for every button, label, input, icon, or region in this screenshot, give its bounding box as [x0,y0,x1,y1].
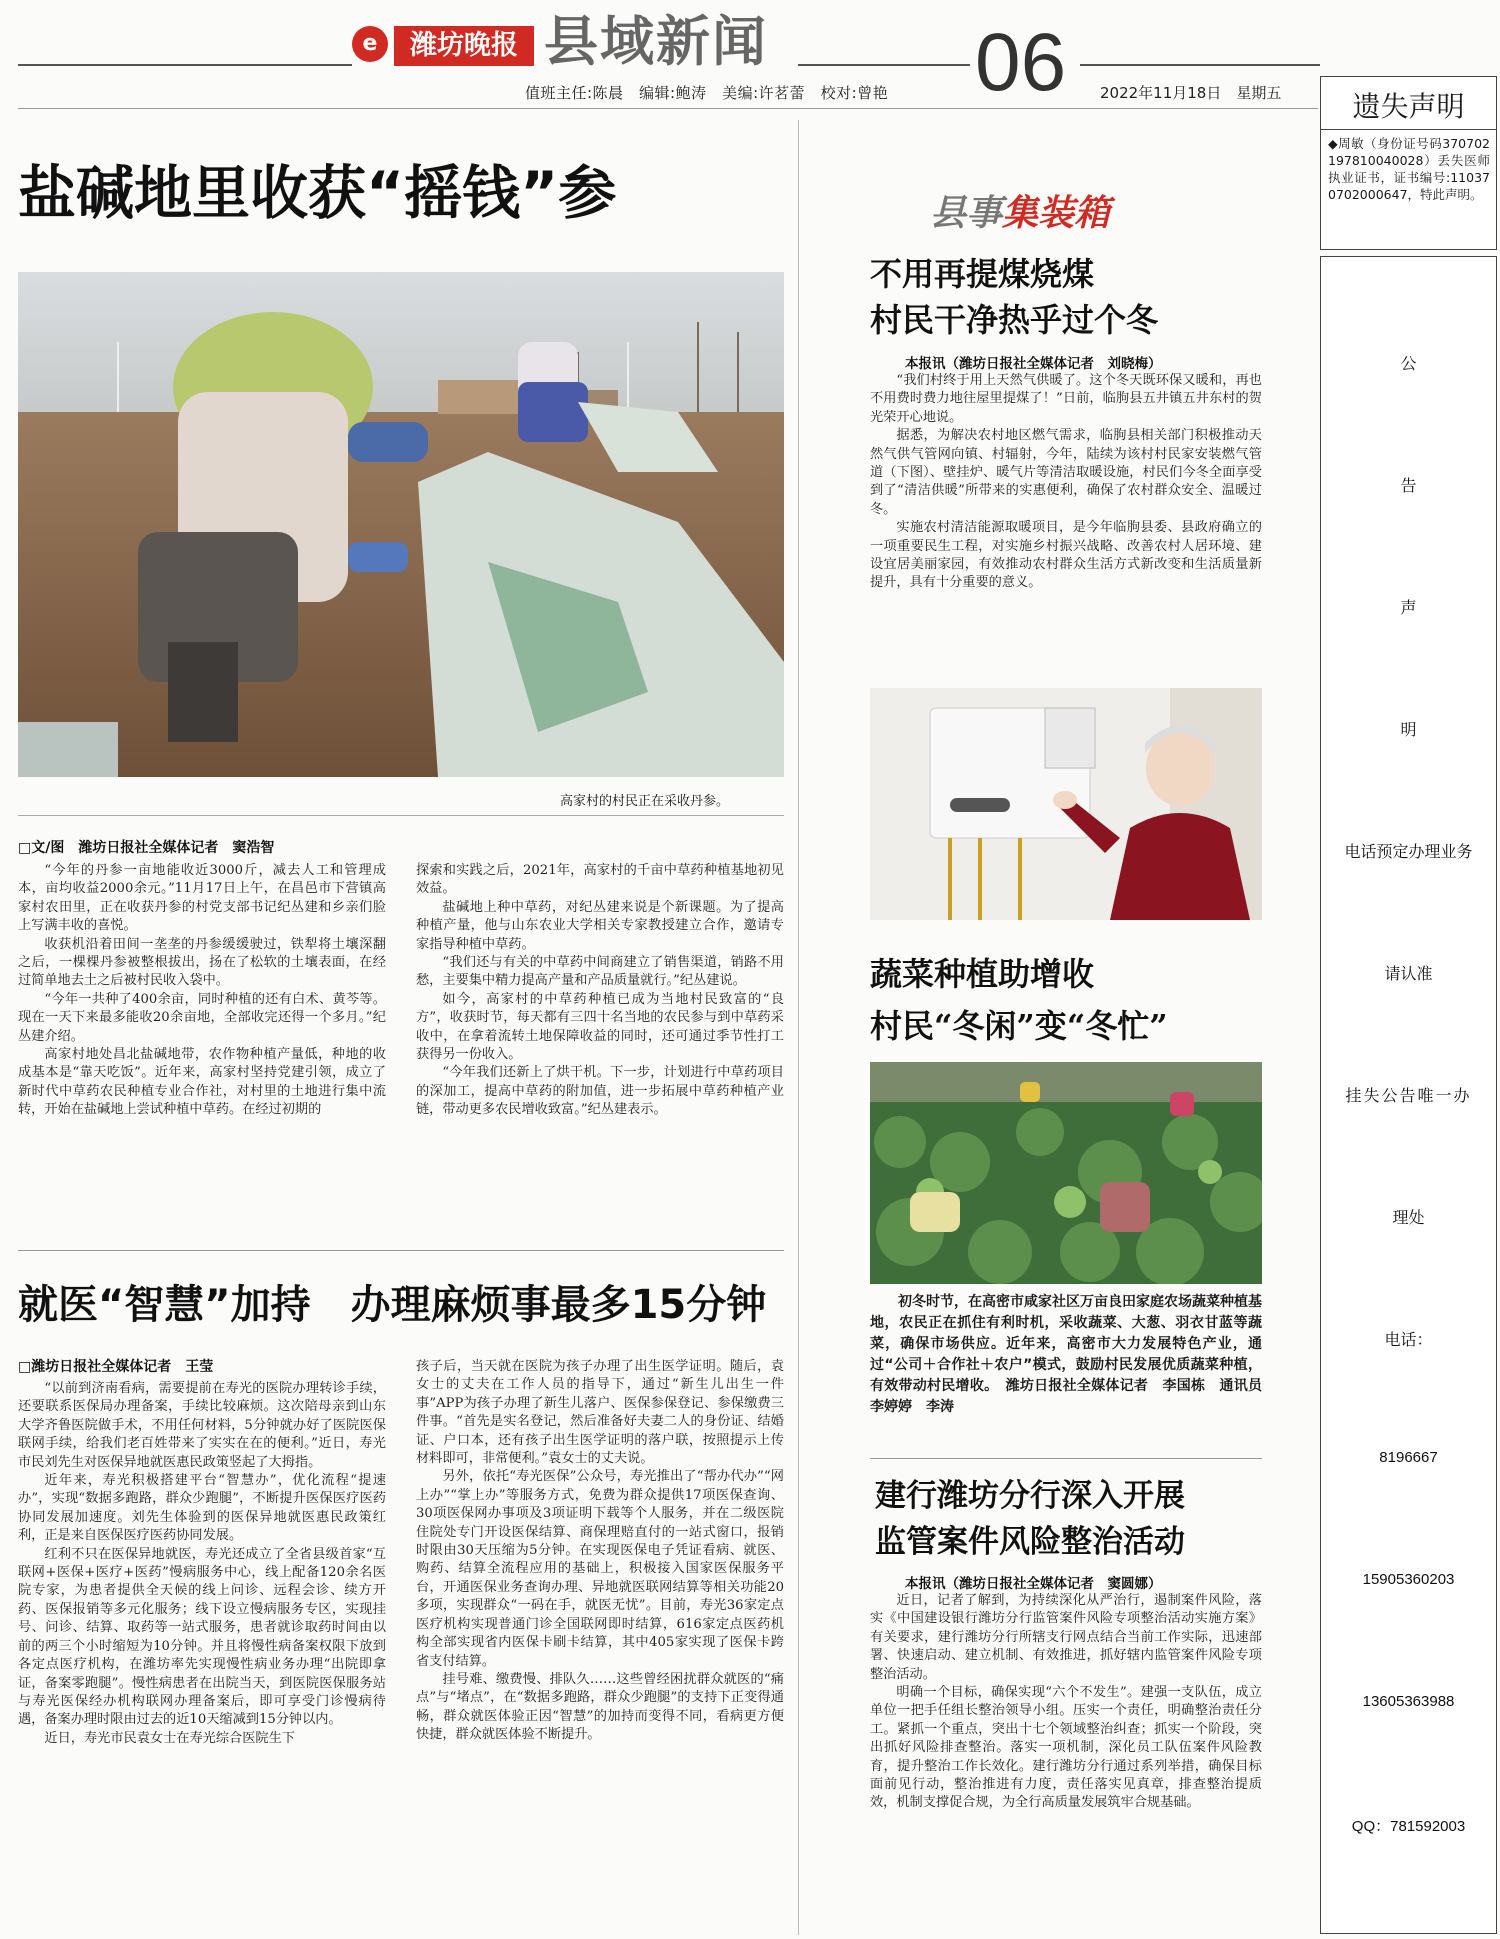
masthead-rule-right [1080,64,1320,66]
ad-phone-1: 8196667 [1379,1449,1438,1466]
article1-col1-p3: “今年一共种了400余亩，同时种植的还有白术、黄芩等。现在一天下来最多能收20余亩地，全部收完还得一个多月。”纪丛建介绍。 [18,991,386,1044]
ad-line-1: 公 [1400,354,1417,373]
story1-p3: 实施农村清洁能源取暖项目，是今年临朐县委、县政府确立的一项重要民生工程，对实施乡村振兴战略、改善农村人居环境、建设宜居美丽家园，有效推动农村群众生活方式新改变和生活质量新提升，具有十分重要的意义。 [870,520,1262,591]
ad-line-4: 明 [1400,720,1417,739]
article1-byline: □文/图 潍坊日报社全媒体记者 窦浩智 [18,840,275,856]
ad-line-9: 电话： [1384,1330,1433,1349]
story2-caption: 初冬时节，在高密市咸家社区万亩良田家庭农场蔬菜种植基地，农民正在抓住有利时机，采收蔬菜、大葱、羽衣甘蓝等蔬菜，确保市场供应。近年来，高密市大力发展特色产业，通过“公司＋合作社＋农户”模式，鼓励村民发展优质蔬菜种植，有效带动村民增收。 潍坊日报社全媒体记者 李国栋 通讯员 李婷婷 李涛 [870,1294,1276,1415]
lost-notice-text: ◆周敏（身份证号码370702197810040028）丢失医师执业证书，证书编号:110370702000647，特此声明。 [1328,136,1490,202]
story2-headline-line1: 蔬菜种植助增收 [870,955,1095,993]
story3-headline-line1: 建行潍坊分行深入开展 [875,1478,1185,1514]
article1-col2-p1: 探索和实践之后，2021年，高家村的千亩中草药种植基地初见效益。 [416,863,784,897]
story3-body [870,1592,1262,1936]
story2-rule [870,1458,1262,1459]
story3-p2: 明确一个目标，确保实现“六个不发生”。建强一支队伍，成立单位一把手任组长整治领导小组。压实一个责任，明确整治责任分工。紧抓一个重点，突出十七个领域整治纠查；抓实一个阶段，突出抓好风险排查整治。落实一项机制，深化员工队伍案件风险教育，提升整治工作长效化。建行潍坊分行通过系列举措，确保目标面前见行动，整治推进有力度，责任落实见真章，排查整治提质效，机制支撑促合规，为全行高质量发展筑牢合规基础。 [870,1685,1262,1811]
ad-qq: QQ：781592003 [1351,1818,1466,1835]
story1-p2: 据悉，为解决农村地区燃气需求，临朐县相关部门积极推动天然气供气管网向镇、村辐射，今年，陆续为该村村民家安装燃气管道（下图）、壁挂炉、暖气片等清洁取暖设施，村民们今冬全面享受到了“清洁供暖”所带来的实惠便利，确保了农村群众安全、温暖过冬。 [870,428,1262,517]
page-number: 06 [975,17,1067,108]
column-title-b: 集装箱 [1002,193,1111,234]
story3-p1: 近日，记者了解到，为持续深化从严治行，遏制案件风险，落实《中国建设银行潍坊分行监管案件风险专项整治活动实施方案》有关要求，建行潍坊分行所辖支行网点结合当前工作实际，迅速部署、快速启动、建立机制、有效推进，抓好辖内监管案件风险专项整治活动。 [870,1593,1262,1682]
article1-col2 [416,862,784,1232]
story1-byline: 本报讯（潍坊日报社全媒体记者 刘晓梅） [905,356,1162,372]
article1-col1-p4: 高家村地处昌北盐碱地带，农作物种植产量低，种地的收成基本是“靠天吃饭”。近年来，高家村坚持党建引领，成立了新时代中草药农民种植专业合作社，对村里的土地进行集中流转，开始在盐碱地上尝试种植中草药。在经过初期的 [18,1047,386,1118]
story1-body [870,372,1262,672]
sidebar-column-title [930,185,1110,236]
article1-col1-p2: 收获机沿着田间一垄垄的丹参缓缓驶过，铁犁将土壤深翻之后，一棵棵丹参被整根拔出，扬在了松软的土壤表面，在经过简单地去土之后被村民收入袋中。 [18,936,386,989]
lost-notice-box [1320,76,1497,250]
story2-headline-line2: 村民“冬闲”变“冬忙” [870,1007,1168,1045]
article1-col2-p4: 如今，高家村的中草药种植已成为当地村民致富的“良方”，收获时节，每天都有三四十名当地的农民参与到中草药采收中，在拿着流转土地保障收益的同时，还可通过季节性打工获得另一份收入。 [416,991,784,1063]
article1-caption: 高家村的村民正在采收丹参。 [560,794,730,809]
ad-line-7: 挂失公告唯一办 [1345,1086,1472,1105]
lost-notice-title: 遗失声明 [1352,90,1465,123]
article2-col2-p1: 孩子后，当天就在医院为孩子办理了出生医学证明。随后，袁女士的丈夫在工作人员的指导下，通过“新生儿出生一件事”APP为孩子办理了新生儿落户、医保参保登记、参保缴费三件事。“首先是实名登记，然后准备好夫妻二人的身份证、结婚证、户口本，还有孩子出生医学证明的落户联，按照提示上传材料即可，非常便利。”袁女士的丈夫说。 [416,1359,784,1467]
article-separator [18,1250,784,1251]
article2-col1-p4: 近日，寿光市民袁女士在寿光综合医院生下 [44,1730,295,1746]
ad-phone-2: 15905360203 [1362,1571,1455,1588]
article2-col1-p3: 红利不只在医保异地就医，寿光还成立了全省县级首家“互联网+医保+医疗+医药”慢病服务中心，线上配备120余名医院专家，为患者提供全天候的线上问诊、远程会诊、续方开药、医保报销等多元化服务；线下设立慢病服务专区，实现挂号、问诊、结算、取药等一站式服务，患者就诊取药时间由以前的两三个小时缩短为10分钟。并且将慢性病备案权限下放到各定点医疗机构，在潍坊率先实现慢性病业务办理“出院即拿证，备案零跑腿”。慢性病患者在出院当天，到医院医保服务站与寿光医保经办机构联网办理备案后，即可享受门诊慢病待遇，备案办理时限由过去的近10天缩减到15分钟以内。 [18,1546,386,1728]
article2-byline: □潍坊日报社全媒体记者 王莹 [18,1359,214,1375]
masthead-bottom-rule [18,108,1318,109]
story1-photo [870,688,1262,920]
issue-date: 2022年11月18日 星期五 [1100,84,1282,102]
ad-line-3: 声 [1400,598,1417,617]
article2-col1 [18,1380,386,1936]
article2-col2-p3: 挂号难、缴费慢、排队久……这些曾经困扰群众就医的“痛点”与“堵点”，在“数据多跑路，群众少跑腿”的支持下正变得通畅，群众就医体验正因“智慧”的加持而变得不同，看病更方便快捷，群众就医体验不断提升。 [416,1671,784,1743]
article1-headline: 盐碱地里收获“摇钱”参 [18,159,617,227]
editor-credits: 值班主任:陈晨 编辑:鲍涛 美编:许茗蕾 校对:曾艳 [525,84,889,102]
article2-col2-p2: 另外，依托“寿光医保”公众号，寿光推出了“帮办代办”“网上办”“掌上办”等服务方式，免费为群众提供17项医保查询、30项医保网办事项及3项证明下载等个人服务，并在二级医院住院处专门开设医保结算、商保理赔直付的一站式窗口，报销时限由30天压缩为5分钟。在实现医保电子凭证看病、就医、购药、结算全流程应用的基础上，积极接入国家医保服务平台，开通医保业务查询办理、异地就医联网结算等相关功能20多项，实现群众“一码在手，就医无忧”。目前，寿光36家定点医疗机构实现普通门诊全国联网即时结算，616家定点医药机构全部实现省内医保卡刷卡结算，其中405家实现了医保卡跨省支付结算。 [416,1469,784,1669]
section-title: 县域新闻 [544,10,768,73]
article1-col2-p5: “今年我们还新上了烘干机。下一步，计划进行中草药项目的深加工，提高中草药的附加值，进一步拓展中草药种植产业链，带动更多农民增收致富。”纪丛建表示。 [416,1065,784,1118]
story1-headline-line1: 不用再提煤烧煤 [870,255,1095,293]
masthead-rule-left [18,64,352,66]
article1-photo [18,272,784,777]
ad-line-5: 电话预定办理业务 [1344,842,1473,861]
sidebar-divider [798,120,799,1935]
ad-line-8: 理处 [1392,1208,1425,1227]
article2-col1-p1: “以前到济南看病，需要提前在寿光的医院办理转诊手续，还要联系医保局办理备案，手续比较麻烦。这次陪母亲到山东大学齐鲁医院做手术，不用任何材料，5分钟就办好了医院医保联网手续，给我们老百姓带来了实实在在的便利。”近日，寿光市民刘先生对医保异地就医惠民政策竖起了大拇指。 [18,1381,386,1470]
lost-notice-rule [1321,129,1496,130]
article2-headline: 就医“智慧”加持 办理麻烦事最多15分钟 [18,1282,767,1328]
ad-line-6: 请认准 [1384,964,1433,983]
story2-photo [870,1062,1262,1284]
story3-headline-line2: 监管案件风险整治活动 [875,1524,1185,1560]
ad-line-2: 告 [1400,476,1417,495]
article1-col2-p2: 盐碱地上种中草药，对纪丛建来说是个新课题。为了提高种植产量，他与山东农业大学相关专家教授建立合作，邀请专家指导种植中草药。 [416,899,784,952]
article1-col1-p1: “今年的丹参一亩地能收近3000斤，减去人工和管理成本，亩均收益2000余元。”11月17日上午，在昌邑市下营镇高家村农田里，正在收获丹参的村党支部书记纪丛建和乡亲们脸上写满丰收的喜悦。 [18,863,386,934]
story1-p1: “我们村终于用上天然气供暖了。这个冬天既环保又暖和，再也不用费时费力地往屋里提煤了！”日前，临朐县五井镇五井东村的贺光荣开心地说。 [870,373,1262,425]
article1-col1 [18,862,386,1232]
ad-phone-3: 13605363988 [1362,1693,1455,1710]
paper-logo-icon: e [352,26,388,62]
article2-col1-p2: 近年来，寿光积极搭建平台“智慧办”，优化流程“提速办”，实现“数据多跑路，群众少跑腿”，不断提升医保医疗医药协同发展加速度。刘先生体验到的医保异地就医惠民政策红利，正是来自医保医疗医药协同发展。 [18,1473,386,1544]
article1-caption-rule [18,815,784,816]
column-title-a: 县事 [930,193,1003,234]
story3-byline: 本报讯（潍坊日报社全媒体记者 窦圆娜） [905,1576,1162,1592]
article1-col2-p3: “我们还与有关的中草药中间商建立了销售渠道，销路不用愁，主要集中精力提高产量和产品质量就行。”纪丛建说。 [416,955,784,989]
story1-headline-line2: 村民干净热乎过个冬 [870,301,1159,339]
article2-col2 [416,1358,784,1936]
masthead-rule-mid [798,64,970,66]
paper-name: 潍坊晚报 [394,26,534,66]
ad-notice-box [1320,256,1497,1934]
